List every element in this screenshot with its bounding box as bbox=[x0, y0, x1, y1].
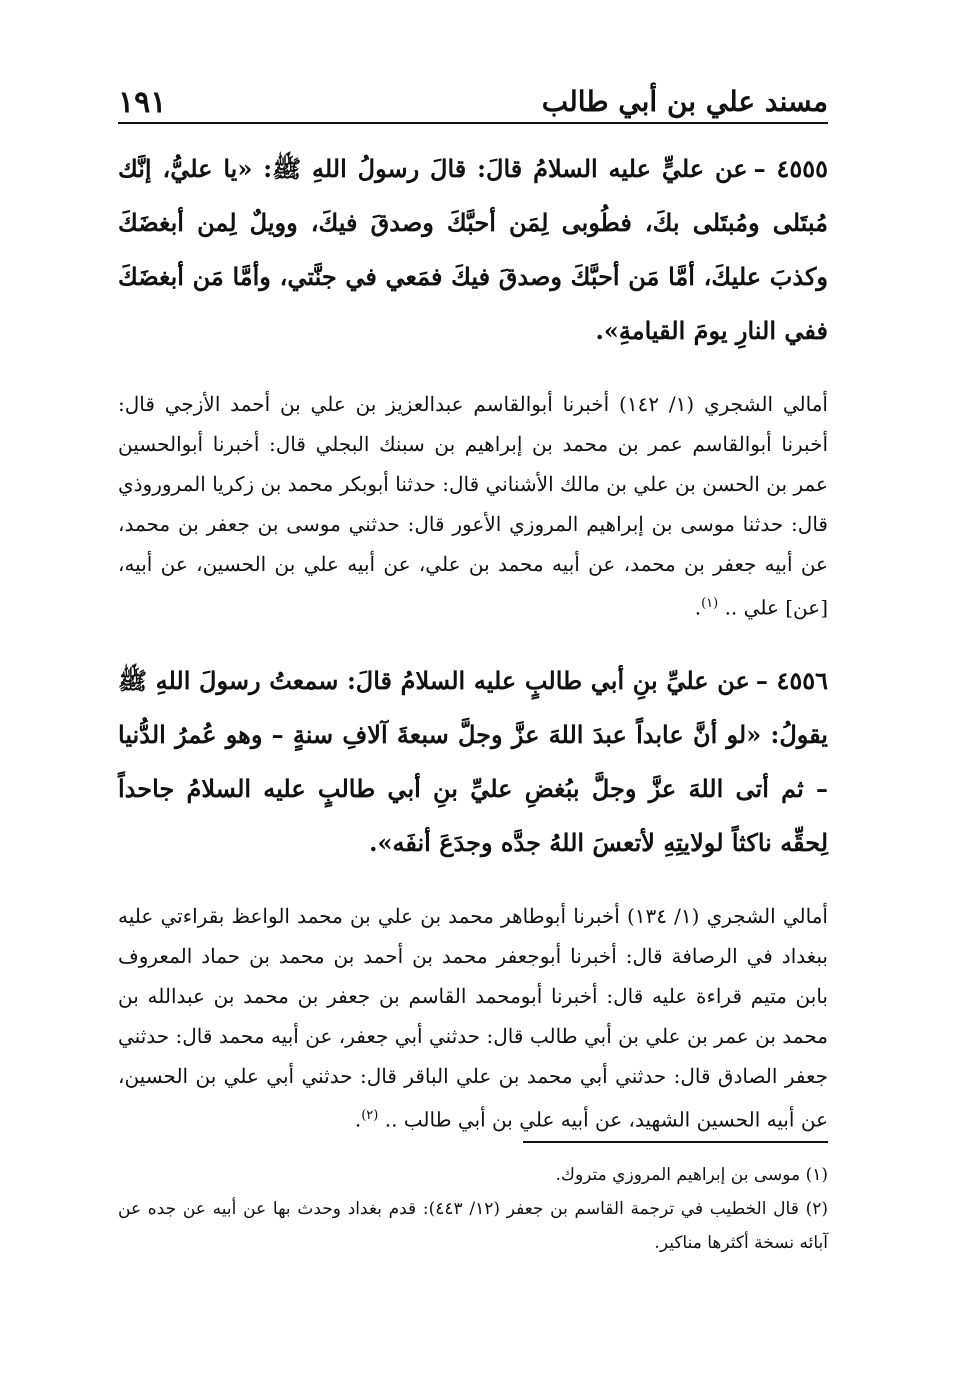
hadith-text: عن عليِّ بنِ أبي طالبٍ عليه السلامُ قالَ: سمعتُ رسولَ اللهِ ﷺ يقولُ: «لو أنَّ عابداً عبدَ اللهَ عزَّ وجلَّ سبعةَ آلافِ سنةٍ – وهو عُمرُ الدُّنيا – ثم أتى اللهَ عزَّ وجلَّ ببُغضِ عليِّ بنِ أبي طالبٍ عليه السلامُ جاحداً لِحقِّه ناكثاً لولايتِهِ لأتعسَ اللهُ جدَّه وجدَعَ أنفَه». bbox=[118, 665, 828, 857]
footnote-text: قال الخطيب في ترجمة القاسم بن جعفر (١٢/ ٤٤٣): قدم بغداد وحدث بها عن أبيه عن جده عن آبائه نسخة أكثرها مناكير. bbox=[118, 1199, 828, 1253]
hadith-text: عن عليٍّ عليه السلامُ قالَ: قالَ رسولُ اللهِ ﷺ: «يا عليُّ، إنَّك مُبتَلى ومُبتَلى بكَ، فطُوبى لِمَن أحبَّكَ وصدقَ فيكَ، وويلٌ لِمن أبغضَكَ وكذبَ عليكَ، أمَّا مَن أحبَّكَ وصدقَ فيكَ فمَعي في جنَّتي، وأمَّا مَن أبغضَكَ ففي النارِ يومَ القيامةِ». bbox=[118, 154, 828, 345]
footnote-reference[interactable]: (٢) bbox=[361, 1107, 379, 1123]
hadith-number: ٤٥٥٦ – bbox=[755, 665, 828, 695]
footnote-divider bbox=[523, 1141, 828, 1143]
citation-text: أمالي الشجري (١/ ١٤٢) أخبرنا أبوالقاسم عبدالعزيز بن علي بن أحمد الأزجي قال: أخبرنا أبوالقاسم عمر بن محمد بن إبراهيم بن سبنك البجلي قال: أخبرنا أبوالحسين عمر بن الحسن بن علي بن مالك الأشناني قال: حدثنا أبوبكر محمد بن زكريا المروروذي قال: حدثنا موسى بن إبراهيم المروزي الأعور قال: حدثني موسى بن جعفر بن محمد، عن أبيه جعفر بن محمد، عن أبيه محمد بن علي، عن أبيه علي بن الحسين، عن أبيه، [عن] علي .. bbox=[118, 392, 828, 620]
footnote-text: موسى بن إبراهيم المروزي متروك. bbox=[555, 1165, 801, 1185]
hadith-4556 bbox=[118, 654, 828, 870]
footnote-marker: (١) bbox=[805, 1165, 828, 1185]
hadith-number: ٤٥٥٥ – bbox=[753, 154, 829, 183]
footnotes bbox=[118, 1158, 828, 1260]
footnote-marker: (٢) bbox=[805, 1199, 828, 1219]
footnote-reference[interactable]: (١) bbox=[701, 596, 719, 611]
page-header bbox=[118, 82, 828, 124]
source-citation-1: أمالي الشجري (١/ ١٤٢) أخبرنا أبوالقاسم عبدالعزيز بن علي بن أحمد الأزجي قال: أخبرنا أبوالقاسم عمر بن محمد بن إبراهيم بن سبنك البجلي قال: أخبرنا أبوالحسين عمر بن الحسن بن علي بن مالك الأشناني قال: حدثنا أبوبكر محمد بن زكريا المروروذي قال: حدثنا موسى بن إبراهيم المروزي الأعور قال: حدثني موسى بن جعفر بن محمد، عن أبيه جعفر بن محمد، عن أبيه محمد بن علي، عن أبيه علي بن الحسين، عن أبيه، [عن] علي .. $^{(١)}$. bbox=[118, 392, 828, 620]
source-citation-2: أمالي الشجري (١/ ١٣٤) أخبرنا أبوطاهر محمد بن علي بن محمد الواعظ بقراءتي عليه ببغداد في الرصافة قال: أخبرنا أبوجعفر محمد بن أحمد بن محمد بن حماد المعروف بابن متيم قراءة عليه قال: أخبرنا أبومحمد القاسم بن جعفر بن محمد بن عبدالله بن محمد بن عمر بن علي بن أبي طالب قال: حدثني أبي جعفر، عن أبيه محمد قال: حدثني جعفر الصادق قال: حدثني أبي محمد بن علي الباقر قال: حدثني أبي علي بن الحسين، عن أبيه الحسين الشهيد، عن أبيه علي بن أبي طالب .. $^{(٢)}$. bbox=[118, 903, 828, 1132]
running-title: مسند علي بن أبي طالب bbox=[541, 85, 828, 118]
citation-text: أمالي الشجري (١/ ١٣٤) أخبرنا أبوطاهر محمد بن علي بن محمد الواعظ بقراءتي عليه ببغداد في الرصافة قال: أخبرنا أبوجعفر محمد بن أحمد بن محمد بن حماد المعروف بابن متيم قراءة عليه قال: أخبرنا أبومحمد القاسم بن جعفر بن محمد بن عبدالله بن محمد بن عمر بن علي بن أبي طالب قال: حدثني أبي جعفر، عن أبيه محمد قال: حدثني جعفر الصادق قال: حدثني أبي محمد بن علي الباقر قال: حدثني أبي علي بن الحسين، عن أبيه الحسين الشهيد، عن أبيه علي بن أبي طالب .. bbox=[118, 903, 828, 1132]
hadith-4555 bbox=[118, 142, 828, 358]
footnote-2 bbox=[118, 1192, 828, 1260]
page-body bbox=[118, 142, 828, 1165]
page-number: ١٩١ bbox=[118, 85, 167, 120]
footnote-1 bbox=[118, 1158, 828, 1192]
